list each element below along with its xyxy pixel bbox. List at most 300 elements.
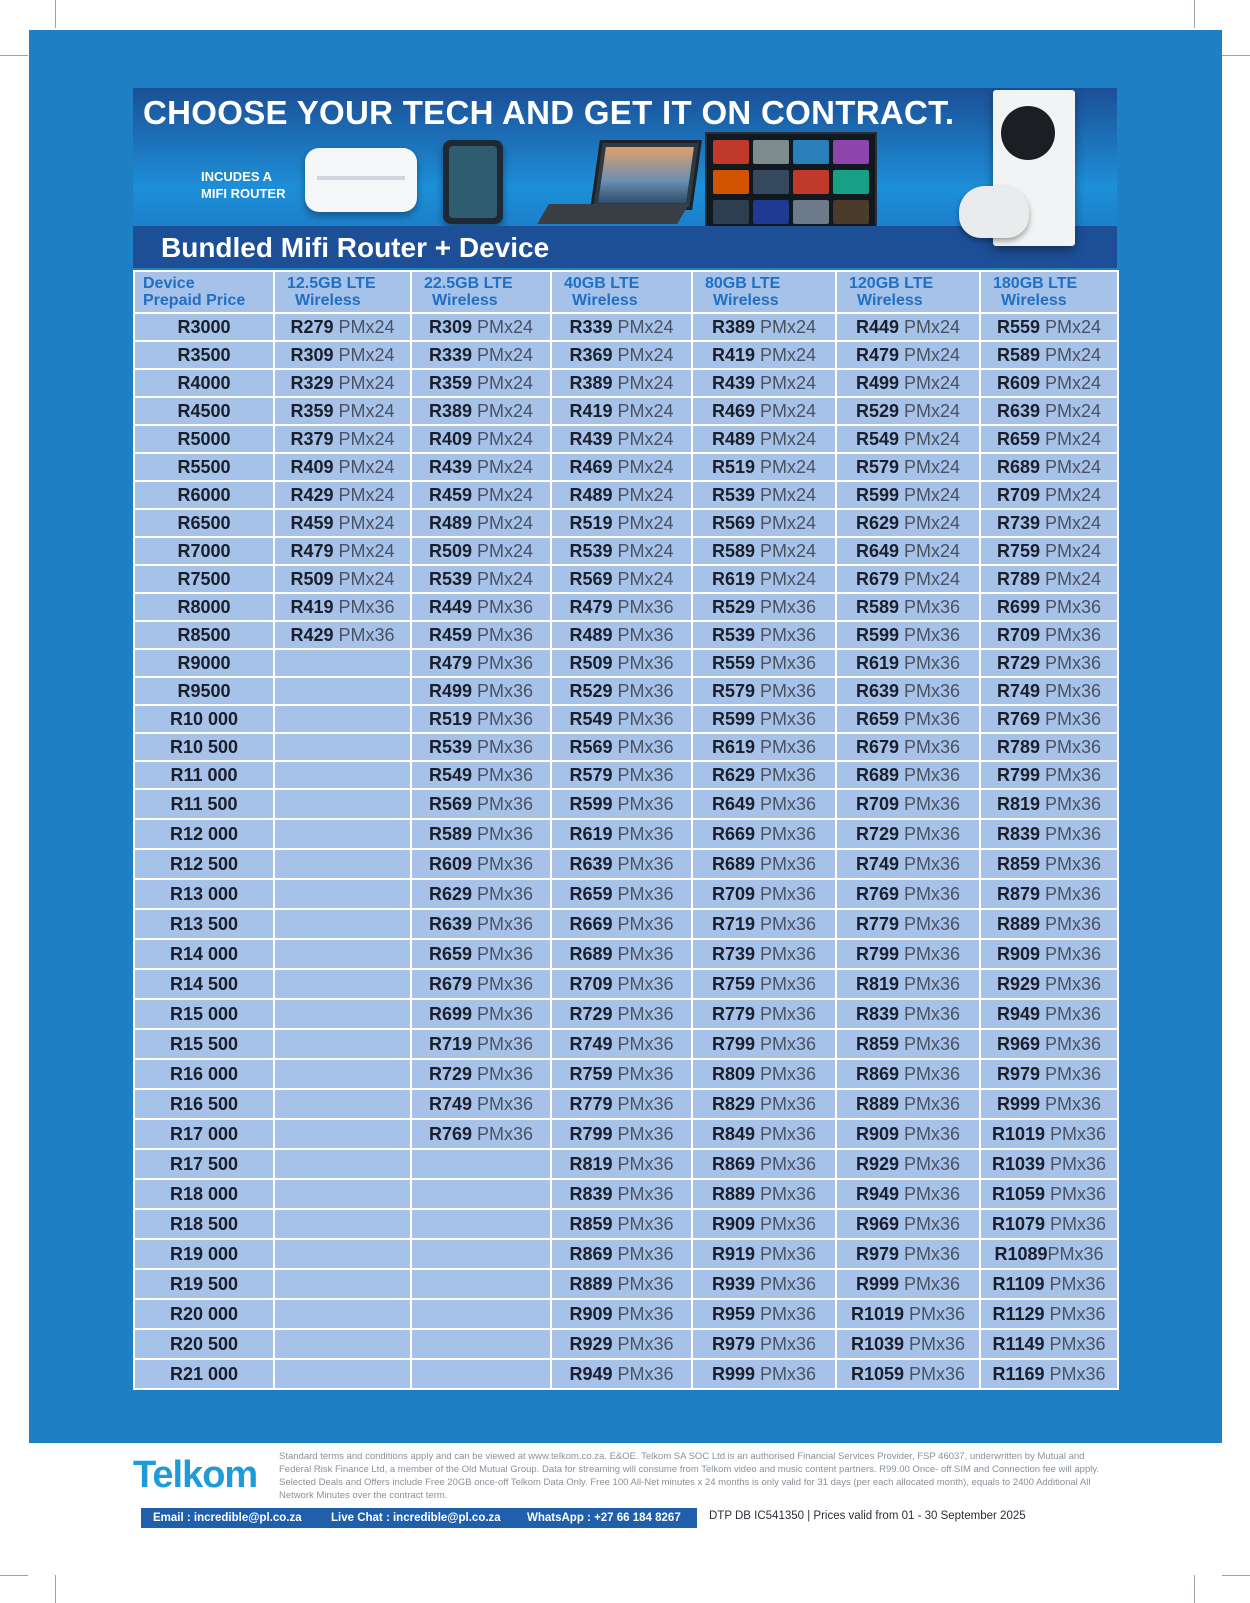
price-amount: R389 bbox=[428, 400, 472, 421]
plan-price-cell bbox=[980, 1239, 1118, 1269]
price-amount: R489 bbox=[569, 624, 613, 645]
price-amount: R419 bbox=[711, 344, 755, 365]
price-amount: R449 bbox=[855, 316, 899, 337]
price-amount: R909 bbox=[996, 943, 1040, 964]
price-term: PMx36 bbox=[1044, 1333, 1106, 1354]
plan-price-cell bbox=[551, 1029, 692, 1059]
plan-price-cell bbox=[836, 481, 980, 509]
price-amount: R609 bbox=[428, 853, 472, 874]
price-term: PMx24 bbox=[1040, 568, 1102, 589]
table-row bbox=[134, 1059, 1118, 1089]
plan-price-cell bbox=[551, 1059, 692, 1089]
plan-price-cell bbox=[692, 1269, 836, 1299]
price-amount: R879 bbox=[996, 883, 1040, 904]
price-term: PMx36 bbox=[1040, 973, 1102, 994]
price-term: PMx24 bbox=[333, 344, 395, 365]
price-amount: R709 bbox=[711, 883, 755, 904]
price-term: PMx36 bbox=[899, 943, 961, 964]
price-term: PMx36 bbox=[472, 793, 534, 814]
plan-price-cell bbox=[980, 1209, 1118, 1239]
price-amount: R359 bbox=[290, 400, 334, 421]
price-term: PMx24 bbox=[899, 372, 961, 393]
price-term: PMx36 bbox=[472, 652, 534, 673]
table-row bbox=[134, 649, 1118, 677]
price-term: PMx36 bbox=[612, 1123, 674, 1144]
price-term: PMx36 bbox=[1040, 596, 1102, 617]
plan-price-cell bbox=[980, 705, 1118, 733]
price-amount: R869 bbox=[711, 1153, 755, 1174]
price-amount: R729 bbox=[569, 1003, 613, 1024]
plan-price-cell bbox=[274, 341, 411, 369]
price-amount: R979 bbox=[711, 1333, 755, 1354]
price-amount: R679 bbox=[855, 568, 899, 589]
price-table bbox=[133, 270, 1119, 1390]
price-amount: R949 bbox=[855, 1183, 899, 1204]
price-term: PMx24 bbox=[472, 316, 534, 337]
plan-price-cell bbox=[836, 593, 980, 621]
plan-price-cell bbox=[551, 1269, 692, 1299]
plan-price-cell bbox=[692, 453, 836, 481]
price-amount: R749 bbox=[996, 680, 1040, 701]
price-amount: R339 bbox=[428, 344, 472, 365]
plan-price-cell bbox=[836, 509, 980, 537]
price-term: PMx36 bbox=[612, 596, 674, 617]
price-amount: R1019 bbox=[991, 1123, 1045, 1144]
plan-price-cell bbox=[836, 1299, 980, 1329]
price-term: PMx24 bbox=[755, 540, 817, 561]
plan-price-cell bbox=[551, 1179, 692, 1209]
price-term: PMx36 bbox=[612, 823, 674, 844]
price-amount: R999 bbox=[711, 1363, 755, 1384]
plan-price-cell bbox=[692, 761, 836, 789]
price-amount: R689 bbox=[996, 456, 1040, 477]
price-amount: R489 bbox=[569, 484, 613, 505]
price-term: PMx36 bbox=[472, 624, 534, 645]
plan-price-cell bbox=[692, 969, 836, 999]
price-amount: R589 bbox=[711, 540, 755, 561]
price-term: PMx24 bbox=[755, 456, 817, 477]
price-term: PMx36 bbox=[755, 943, 817, 964]
price-amount: R409 bbox=[290, 456, 334, 477]
price-term: PMx36 bbox=[755, 793, 817, 814]
plan-price-cell bbox=[980, 969, 1118, 999]
price-amount: R789 bbox=[996, 736, 1040, 757]
plan-price-cell bbox=[980, 677, 1118, 705]
price-amount: R959 bbox=[711, 1303, 755, 1324]
plan-price-cell bbox=[411, 1239, 551, 1269]
price-amount: R929 bbox=[569, 1333, 613, 1354]
plan-price-cell bbox=[836, 1089, 980, 1119]
price-term: PMx36 bbox=[755, 1273, 817, 1294]
price-amount: R999 bbox=[855, 1273, 899, 1294]
price-term: PMx36 bbox=[899, 624, 961, 645]
device-price-cell: R18 000 bbox=[134, 1179, 274, 1209]
price-term: PMx36 bbox=[612, 1033, 674, 1054]
plan-price-cell bbox=[692, 677, 836, 705]
price-amount: R909 bbox=[711, 1213, 755, 1234]
plan-price-cell bbox=[836, 649, 980, 677]
price-amount: R759 bbox=[711, 973, 755, 994]
price-amount: R599 bbox=[569, 793, 613, 814]
price-term: PMx36 bbox=[612, 652, 674, 673]
contact-bar bbox=[141, 1508, 697, 1528]
device-price-cell: R3500 bbox=[134, 341, 274, 369]
price-term: PMx24 bbox=[472, 512, 534, 533]
price-amount: R1129 bbox=[992, 1303, 1045, 1324]
plan-price-cell bbox=[274, 1089, 411, 1119]
device-price-cell: R9000 bbox=[134, 649, 274, 677]
price-amount: R619 bbox=[711, 736, 755, 757]
plan-price-cell bbox=[411, 397, 551, 425]
price-term: PMx24 bbox=[612, 316, 674, 337]
plan-price-cell bbox=[274, 1029, 411, 1059]
table-row bbox=[134, 1119, 1118, 1149]
price-term: PMx36 bbox=[612, 1333, 674, 1354]
table-row bbox=[134, 999, 1118, 1029]
price-amount: R369 bbox=[569, 344, 613, 365]
price-term: PMx36 bbox=[755, 1333, 817, 1354]
plan-price-cell bbox=[692, 509, 836, 537]
device-price-cell: R17 000 bbox=[134, 1119, 274, 1149]
price-amount: R539 bbox=[711, 484, 755, 505]
price-amount: R579 bbox=[855, 456, 899, 477]
plan-price-cell bbox=[980, 999, 1118, 1029]
plan-price-cell bbox=[980, 425, 1118, 453]
price-amount: R609 bbox=[996, 372, 1040, 393]
banner bbox=[133, 88, 1117, 268]
price-term: PMx36 bbox=[612, 1093, 674, 1114]
price-amount: R529 bbox=[855, 400, 899, 421]
plan-price-cell bbox=[274, 369, 411, 397]
plan-price-cell bbox=[411, 879, 551, 909]
plan-price-cell bbox=[274, 1239, 411, 1269]
price-term: PMx36 bbox=[472, 1093, 534, 1114]
price-term: PMx36 bbox=[899, 1153, 961, 1174]
plan-price-cell bbox=[411, 733, 551, 761]
plan-price-cell bbox=[836, 909, 980, 939]
plan-price-cell bbox=[836, 1269, 980, 1299]
price-amount: R649 bbox=[711, 793, 755, 814]
price-amount: R599 bbox=[855, 624, 899, 645]
table-row bbox=[134, 565, 1118, 593]
price-term: PMx36 bbox=[755, 883, 817, 904]
plan-price-cell bbox=[836, 1209, 980, 1239]
plan-price-cell bbox=[551, 939, 692, 969]
laptop-keyboard-image bbox=[537, 204, 689, 224]
price-term: PMx36 bbox=[612, 764, 674, 785]
price-amount: R969 bbox=[996, 1033, 1040, 1054]
price-term: PMx24 bbox=[899, 456, 961, 477]
price-amount: R729 bbox=[428, 1063, 472, 1084]
table-row bbox=[134, 1149, 1118, 1179]
plan-price-cell bbox=[411, 969, 551, 999]
plan-price-cell bbox=[692, 849, 836, 879]
price-amount: R949 bbox=[569, 1363, 613, 1384]
plan-price-cell bbox=[980, 1299, 1118, 1329]
plan-price-cell bbox=[411, 1059, 551, 1089]
device-price-cell: R4500 bbox=[134, 397, 274, 425]
price-term: PMx36 bbox=[612, 1213, 674, 1234]
game-controller-image bbox=[959, 186, 1029, 238]
price-amount: R459 bbox=[428, 624, 472, 645]
plan-price-cell bbox=[411, 677, 551, 705]
plan-price-cell bbox=[411, 565, 551, 593]
price-term: PMx24 bbox=[1040, 484, 1102, 505]
plan-price-cell bbox=[551, 481, 692, 509]
live-chat-link[interactable]: Live Chat : incredible@pl.co.za bbox=[331, 1512, 501, 1524]
price-amount: R469 bbox=[711, 400, 755, 421]
price-term: PMx36 bbox=[755, 652, 817, 673]
plan-price-cell bbox=[980, 537, 1118, 565]
price-amount: R619 bbox=[711, 568, 755, 589]
price-amount: R769 bbox=[996, 708, 1040, 729]
price-term: PMx36 bbox=[612, 973, 674, 994]
device-price-cell: R16 000 bbox=[134, 1059, 274, 1089]
price-term: PMx36 bbox=[1044, 1363, 1106, 1384]
price-amount: R569 bbox=[569, 568, 613, 589]
price-term: PMx36 bbox=[899, 1033, 961, 1054]
price-term: PMx36 bbox=[612, 943, 674, 964]
price-amount: R829 bbox=[711, 1093, 755, 1114]
price-amount: R519 bbox=[569, 512, 613, 533]
device-price-cell: R12 000 bbox=[134, 819, 274, 849]
price-amount: R709 bbox=[996, 484, 1040, 505]
price-term: PMx24 bbox=[1040, 456, 1102, 477]
table-row bbox=[134, 1329, 1118, 1359]
price-amount: R909 bbox=[569, 1303, 613, 1324]
device-price-cell: R8000 bbox=[134, 593, 274, 621]
price-term: PMx36 bbox=[899, 1003, 961, 1024]
price-term: PMx36 bbox=[1040, 823, 1102, 844]
price-term: PMx24 bbox=[472, 540, 534, 561]
price-amount: R1059 bbox=[850, 1363, 904, 1384]
banner-title: CHOOSE YOUR TECH AND GET IT ON CONTRACT. bbox=[143, 94, 955, 131]
plan-price-cell bbox=[980, 1269, 1118, 1299]
plan-price-cell bbox=[836, 969, 980, 999]
crop-mark bbox=[1222, 55, 1250, 56]
table-row bbox=[134, 537, 1118, 565]
plan-price-cell bbox=[836, 1059, 980, 1089]
price-term: PMx36 bbox=[612, 1063, 674, 1084]
price-term: PMx36 bbox=[1047, 1243, 1104, 1264]
price-amount: R509 bbox=[290, 568, 334, 589]
plan-price-cell bbox=[274, 761, 411, 789]
plan-price-cell bbox=[274, 1059, 411, 1089]
plan-price-cell bbox=[692, 1149, 836, 1179]
plan-price-cell bbox=[411, 1149, 551, 1179]
plan-price-cell bbox=[274, 1119, 411, 1149]
plan-price-cell bbox=[836, 425, 980, 453]
plan-price-cell bbox=[274, 1209, 411, 1239]
plan-price-cell bbox=[274, 849, 411, 879]
device-price-cell: R7500 bbox=[134, 565, 274, 593]
price-term: PMx36 bbox=[472, 1063, 534, 1084]
plan-price-cell bbox=[980, 1089, 1118, 1119]
plan-price-cell bbox=[692, 733, 836, 761]
column-header: Device Prepaid Price bbox=[134, 271, 274, 313]
plan-price-cell bbox=[551, 969, 692, 999]
price-amount: R949 bbox=[996, 1003, 1040, 1024]
price-term: PMx36 bbox=[899, 1213, 961, 1234]
price-term: PMx36 bbox=[755, 1033, 817, 1054]
device-price-cell: R15 000 bbox=[134, 999, 274, 1029]
plan-price-cell bbox=[274, 999, 411, 1029]
price-term: PMx36 bbox=[1040, 1063, 1102, 1084]
plan-price-cell bbox=[980, 453, 1118, 481]
plan-price-cell bbox=[551, 789, 692, 819]
device-price-cell: R14 500 bbox=[134, 969, 274, 999]
plan-price-cell bbox=[980, 1359, 1118, 1389]
plan-price-cell bbox=[551, 1209, 692, 1239]
plan-price-cell bbox=[551, 537, 692, 565]
price-term: PMx36 bbox=[1040, 913, 1102, 934]
table-row bbox=[134, 1179, 1118, 1209]
price-amount: R839 bbox=[855, 1003, 899, 1024]
price-amount: R779 bbox=[855, 913, 899, 934]
email-link[interactable]: Email : incredible@pl.co.za bbox=[153, 1512, 302, 1524]
price-term: PMx36 bbox=[612, 624, 674, 645]
plan-price-cell bbox=[836, 453, 980, 481]
table-row bbox=[134, 1029, 1118, 1059]
device-price-cell: R10 500 bbox=[134, 733, 274, 761]
plan-price-cell bbox=[274, 453, 411, 481]
plan-price-cell bbox=[980, 1059, 1118, 1089]
price-amount: R569 bbox=[569, 736, 613, 757]
price-amount: R889 bbox=[996, 913, 1040, 934]
device-price-cell: R12 500 bbox=[134, 849, 274, 879]
price-amount: R589 bbox=[428, 823, 472, 844]
price-amount: R329 bbox=[290, 372, 334, 393]
price-term: PMx24 bbox=[612, 456, 674, 477]
price-amount: R579 bbox=[711, 680, 755, 701]
price-amount: R729 bbox=[855, 823, 899, 844]
plan-price-cell bbox=[692, 1359, 836, 1389]
plan-price-cell bbox=[692, 1179, 836, 1209]
plan-price-cell bbox=[274, 677, 411, 705]
device-price-cell: R16 500 bbox=[134, 1089, 274, 1119]
device-price-cell: R20 500 bbox=[134, 1329, 274, 1359]
device-price-cell: R13 500 bbox=[134, 909, 274, 939]
plan-price-cell bbox=[692, 1059, 836, 1089]
plan-price-cell bbox=[836, 313, 980, 341]
crop-mark bbox=[55, 1575, 56, 1603]
price-term: PMx24 bbox=[899, 400, 961, 421]
plan-price-cell bbox=[274, 1179, 411, 1209]
table-row bbox=[134, 1359, 1118, 1389]
device-price-cell: R21 000 bbox=[134, 1359, 274, 1389]
plan-price-cell bbox=[551, 369, 692, 397]
price-amount: R439 bbox=[569, 428, 613, 449]
device-price-cell: R5500 bbox=[134, 453, 274, 481]
plan-price-cell bbox=[836, 705, 980, 733]
price-amount: R669 bbox=[711, 823, 755, 844]
plan-price-cell bbox=[411, 509, 551, 537]
device-price-cell: R6000 bbox=[134, 481, 274, 509]
table-row bbox=[134, 1269, 1118, 1299]
price-term: PMx36 bbox=[472, 1003, 534, 1024]
price-term: PMx36 bbox=[755, 596, 817, 617]
banner-subtitle: Bundled Mifi Router + Device bbox=[161, 232, 550, 263]
plan-price-cell bbox=[411, 1359, 551, 1389]
price-amount: R639 bbox=[569, 853, 613, 874]
price-term: PMx36 bbox=[755, 1123, 817, 1144]
price-term: PMx36 bbox=[1040, 736, 1102, 757]
plan-price-cell bbox=[411, 761, 551, 789]
price-amount: R789 bbox=[996, 568, 1040, 589]
price-amount: R629 bbox=[855, 512, 899, 533]
price-amount: R779 bbox=[569, 1093, 613, 1114]
table-row bbox=[134, 593, 1118, 621]
plan-price-cell bbox=[411, 939, 551, 969]
price-term: PMx24 bbox=[472, 400, 534, 421]
price-term: PMx36 bbox=[1040, 764, 1102, 785]
plan-price-cell bbox=[551, 621, 692, 649]
plan-price-cell bbox=[980, 341, 1118, 369]
price-amount: R599 bbox=[855, 484, 899, 505]
plan-price-cell bbox=[551, 1299, 692, 1329]
price-amount: R549 bbox=[855, 428, 899, 449]
crop-mark bbox=[1194, 1575, 1195, 1603]
price-term: PMx24 bbox=[899, 316, 961, 337]
price-amount: R599 bbox=[711, 708, 755, 729]
price-term: PMx24 bbox=[612, 372, 674, 393]
table-row bbox=[134, 819, 1118, 849]
price-amount: R779 bbox=[711, 1003, 755, 1024]
price-term: PMx36 bbox=[1040, 883, 1102, 904]
price-term: PMx24 bbox=[612, 428, 674, 449]
price-amount: R709 bbox=[996, 624, 1040, 645]
price-term: PMx36 bbox=[612, 1273, 674, 1294]
plan-price-cell bbox=[980, 481, 1118, 509]
price-term: PMx24 bbox=[899, 512, 961, 533]
price-amount: R389 bbox=[711, 316, 755, 337]
plan-price-cell bbox=[692, 537, 836, 565]
table-row bbox=[134, 453, 1118, 481]
table-row bbox=[134, 1089, 1118, 1119]
plan-price-cell bbox=[551, 1239, 692, 1269]
price-term: PMx36 bbox=[899, 1183, 961, 1204]
price-term: PMx36 bbox=[1040, 1033, 1102, 1054]
price-term: PMx36 bbox=[755, 1213, 817, 1234]
price-amount: R539 bbox=[569, 540, 613, 561]
crop-mark bbox=[1222, 1575, 1250, 1576]
price-term: PMx36 bbox=[612, 1303, 674, 1324]
plan-price-cell bbox=[411, 425, 551, 453]
plan-price-cell bbox=[836, 1149, 980, 1179]
price-amount: R709 bbox=[855, 793, 899, 814]
plan-price-cell bbox=[836, 761, 980, 789]
price-term: PMx36 bbox=[472, 913, 534, 934]
price-amount: R889 bbox=[569, 1273, 613, 1294]
plan-price-cell bbox=[836, 819, 980, 849]
device-price-cell: R9500 bbox=[134, 677, 274, 705]
price-amount: R799 bbox=[569, 1123, 613, 1144]
device-price-cell: R10 000 bbox=[134, 705, 274, 733]
plan-price-cell bbox=[551, 1359, 692, 1389]
price-term: PMx36 bbox=[612, 793, 674, 814]
price-term: PMx36 bbox=[899, 853, 961, 874]
price-amount: R559 bbox=[711, 652, 755, 673]
whatsapp-link[interactable]: WhatsApp : +27 66 184 8267 bbox=[527, 1512, 681, 1524]
price-amount: R929 bbox=[996, 973, 1040, 994]
price-term: PMx36 bbox=[755, 764, 817, 785]
price-amount: R979 bbox=[855, 1243, 899, 1264]
price-term: PMx36 bbox=[755, 1183, 817, 1204]
plan-price-cell bbox=[836, 1119, 980, 1149]
plan-price-cell bbox=[692, 593, 836, 621]
price-amount: R579 bbox=[569, 764, 613, 785]
plan-price-cell bbox=[836, 397, 980, 425]
